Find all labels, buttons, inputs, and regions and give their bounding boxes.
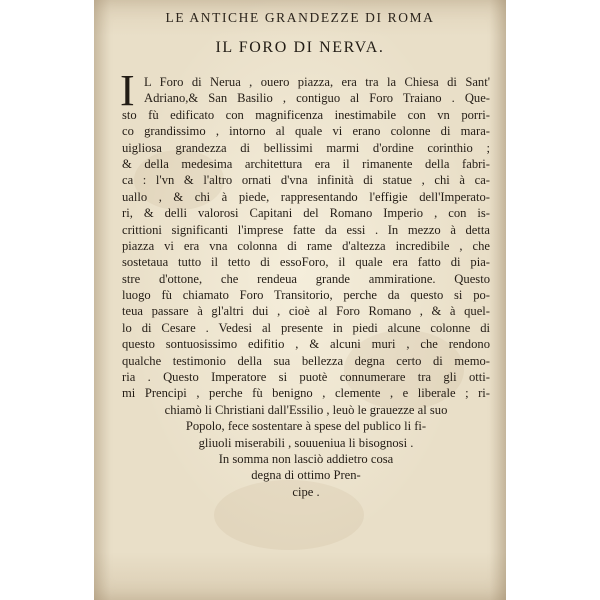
text-line: ca : l'vn & l'altro ornati d'vna infinità di statue , chi à ca-: [122, 173, 490, 188]
text-line: ria . Questo Imperatore si puotè connumerare tra gli otti-: [122, 370, 490, 385]
text-line: sto fù edificato con magnificenza inestimabile con vn porri-: [122, 107, 490, 122]
text-line: qualche testimonio della sua bellezza degna certo di memo-: [122, 353, 490, 368]
text-line: Popolo, fece sostentare à spese del publico li fi-: [185, 419, 427, 434]
drop-cap: I: [120, 66, 135, 115]
text-line: cipe .: [292, 484, 320, 499]
text-line: ri, & delli valorosi Capitani del Romano Imperio , con is-: [122, 206, 490, 221]
text-line: crittioni significanti l'imprese fatte da essi . In mezzo à detta: [122, 222, 490, 237]
text-line: questo sontuosissimo edifitio , & alcuni muri , che rendono: [122, 337, 490, 352]
text-line: sostetaua tutto il tetto di essoForo, il quale era fatto di pia-: [122, 255, 490, 270]
text-line: stre d'ottone, che rendeua grande ammiratione. Questo: [122, 271, 490, 286]
text-line: & della medesima architettura era il rimanente della fabri-: [122, 156, 490, 171]
text-line: uigliosa grandezza di bellissimi marmi d'ordine corinthio ;: [122, 140, 490, 155]
text-line: L Foro di Nerua , ouero piazza, era tra la Chiesa di Sant': [144, 75, 490, 89]
text-line: gliuoli miserabili , souueniua li bisognosi .: [198, 435, 414, 450]
text-line: teua passare à gl'altri dui , cioè al Foro Romano , & à quel-: [122, 304, 490, 319]
text-line: luogo fù chiamato Foro Transitorio, perche da questo si po-: [122, 288, 490, 303]
body-text: [122, 74, 490, 500]
text-line: In somma non lasciò addietro cosa: [218, 451, 394, 466]
text-line: degna di ottimo Pren-: [251, 468, 361, 483]
text-line: lo di Cesare . Vedesi al presente in piedi alcune colonne di: [122, 320, 490, 335]
running-head: LE ANTICHE GRANDEZZE DI ROMA: [165, 10, 435, 25]
text-line: uallo , & chi à piede, rappresentando l'effigie dell'Imperato-: [122, 189, 490, 204]
text-line: mi Prencipi , perche fù benigno , clemente , e liberale ; ri-: [122, 386, 490, 401]
text-line: Adriano,& San Basilio , contiguo al Foro Traiano . Que-: [144, 91, 490, 106]
book-page: [94, 0, 506, 600]
text-line: piazza vi era vna colonna di rame d'altezza incredibile , che: [122, 238, 490, 253]
chapter-title: IL FORO DI NERVA.: [215, 39, 385, 56]
text-line: co grandissimo , intorno al quale vi erano colonne di mara-: [122, 124, 490, 139]
text-line: chiamò li Christiani dall'Essilio , leuò le grauezze al suo: [164, 402, 448, 417]
